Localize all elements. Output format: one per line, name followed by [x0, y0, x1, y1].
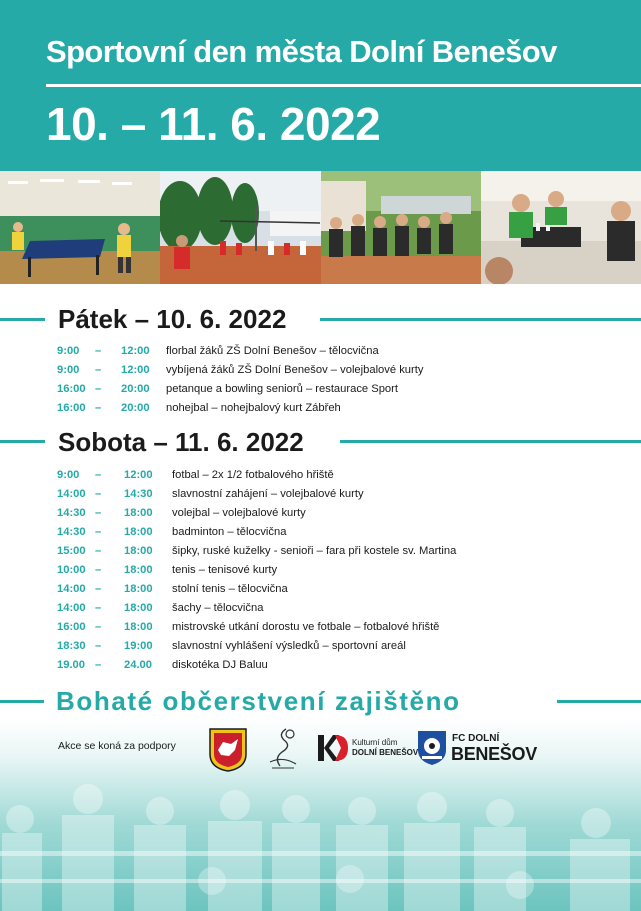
schedule-row	[0, 507, 641, 526]
time-dash: –	[95, 545, 102, 557]
kd-logo-line1: Kulturní dům	[352, 738, 398, 747]
activity-text: nohejbal – nohejbalový kurt Zábřeh	[166, 402, 341, 414]
event-date: 10. – 11. 6. 2022	[46, 98, 381, 150]
chess-photo	[481, 171, 641, 284]
activity-text: diskotéka DJ Baluu	[172, 659, 268, 671]
fc-logo-big-text: BENEŠOV	[451, 744, 537, 764]
activity-text: tenis – tenisové kurty	[172, 564, 278, 576]
end-time: 12:00	[124, 469, 153, 481]
end-time: 18:00	[124, 507, 153, 519]
header-divider	[46, 84, 641, 87]
start-time: 14:30	[57, 507, 86, 519]
support-label: Akce se koná za podpory	[58, 740, 176, 752]
start-time: 18:30	[57, 640, 86, 652]
schedule-row	[0, 526, 641, 545]
schedule-row	[0, 345, 641, 364]
saturday-schedule	[0, 469, 641, 678]
friday-title: Pátek – 10. 6. 2022	[58, 304, 287, 334]
fc-crest-icon	[417, 730, 447, 766]
end-time: 18:00	[124, 564, 153, 576]
friday-schedule	[0, 345, 641, 421]
activity-text: petanque a bowling seniorů – restaurace Sport	[166, 383, 398, 395]
activity-text: badminton – tělocvična	[172, 526, 287, 538]
start-time: 16:00	[57, 621, 86, 633]
schedule-row	[0, 602, 641, 621]
start-time: 14:30	[57, 526, 86, 538]
end-time: 24.00	[124, 659, 152, 671]
time-dash: –	[95, 602, 102, 614]
end-time: 18:00	[124, 583, 153, 595]
schedule-row	[0, 364, 641, 383]
end-time: 18:00	[124, 602, 153, 614]
end-time: 20:00	[121, 402, 150, 414]
activity-text: fotbal – 2x 1/2 fotbalového hřiště	[172, 469, 334, 481]
saturday-rule-left	[0, 440, 45, 443]
schedule-row	[0, 469, 641, 488]
time-dash: –	[95, 526, 102, 538]
start-time: 9:00	[57, 345, 80, 357]
saturday-rule-right	[340, 440, 641, 443]
end-time: 18:00	[124, 545, 153, 557]
time-dash: –	[95, 621, 102, 633]
table-tennis-photo	[0, 171, 160, 284]
schedule-row	[0, 621, 641, 640]
activity-text: slavnostní vyhlášení výsledků – sportovní areál	[172, 640, 406, 652]
time-dash: –	[95, 659, 102, 671]
time-dash: –	[95, 507, 102, 519]
refreshments-banner	[0, 683, 641, 719]
start-time: 19.00	[57, 659, 85, 671]
volleyball-photo	[160, 171, 320, 284]
refreshments-rule-left	[0, 700, 44, 703]
start-time: 10:00	[57, 564, 86, 576]
fc-logo-small-text: FC DOLNÍ	[452, 733, 500, 744]
schedule-row	[0, 402, 641, 421]
activity-text: slavnostní zahájení – volejbalové kurty	[172, 488, 364, 500]
friday-rule-right	[320, 318, 641, 321]
time-dash: –	[95, 469, 102, 481]
end-time: 12:00	[121, 345, 150, 357]
activity-text: mistrovské utkání dorostu ve fotbale – fotbalové hřiště	[172, 621, 440, 633]
activity-text: šipky, ruské kuželky - senioři – fara při kostele sv. Martina	[172, 545, 457, 557]
end-time: 14:30	[124, 488, 153, 500]
schedule-row	[0, 488, 641, 507]
time-dash: –	[95, 488, 102, 500]
start-time: 16:00	[57, 402, 86, 414]
event-title: Sportovní den města Dolní Benešov	[46, 34, 557, 69]
end-time: 18:00	[124, 621, 153, 633]
activity-text: vybíjená žáků ZŠ Dolní Benešov – volejbalové kurty	[166, 364, 424, 376]
time-dash: –	[95, 364, 102, 376]
refreshments-rule-right	[557, 700, 641, 703]
header-banner	[0, 0, 641, 171]
time-dash: –	[95, 402, 102, 414]
schedule-row	[0, 545, 641, 564]
activity-text: šachy – tělocvična	[172, 602, 264, 614]
town-coat-of-arms-icon	[209, 728, 247, 772]
photo-strip	[0, 171, 641, 284]
activity-text: volejbal – volejbalové kurty	[172, 507, 306, 519]
time-dash: –	[95, 640, 102, 652]
schedule-row	[0, 383, 641, 402]
start-time: 16:00	[57, 383, 86, 395]
end-time: 12:00	[121, 364, 150, 376]
saturday-title: Sobota – 11. 6. 2022	[58, 427, 304, 457]
spectators-photo	[321, 171, 481, 284]
schedule-row	[0, 564, 641, 583]
start-time: 9:00	[57, 364, 80, 376]
activity-text: florbal žáků ZŠ Dolní Benešov – tělocvična	[166, 345, 379, 357]
schedule-row	[0, 659, 641, 678]
friday-rule-left	[0, 318, 45, 321]
refreshments-text: Bohaté občerstvení zajištěno	[56, 686, 461, 716]
end-time: 18:00	[124, 526, 153, 538]
activity-text: stolní tenis – tělocvična	[172, 583, 288, 595]
start-time: 14:00	[57, 583, 86, 595]
time-dash: –	[95, 345, 102, 357]
time-dash: –	[95, 583, 102, 595]
schedule-row	[0, 583, 641, 602]
sports-club-emblem-icon	[266, 726, 300, 772]
start-time: 14:00	[57, 488, 86, 500]
time-dash: –	[95, 383, 102, 395]
start-time: 14:00	[57, 602, 86, 614]
start-time: 15:00	[57, 545, 86, 557]
kd-logo-icon	[317, 733, 349, 763]
time-dash: –	[95, 564, 102, 576]
start-time: 9:00	[57, 469, 80, 481]
kd-logo-line2: DOLNÍ BENEŠOV	[352, 748, 419, 757]
schedule-row	[0, 640, 641, 659]
end-time: 20:00	[121, 383, 150, 395]
end-time: 19:00	[124, 640, 153, 652]
